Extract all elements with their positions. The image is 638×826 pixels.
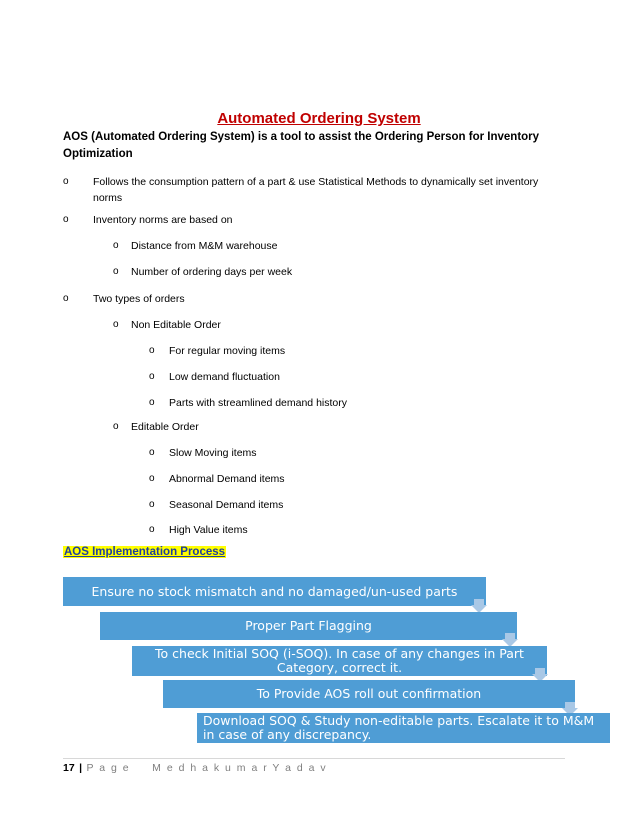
bullet-icon: o [149,397,155,408]
list-item-regular-moving: For regular moving items [169,345,286,357]
list-item-order-types: Two types of orders [93,293,185,305]
implementation-heading: AOS Implementation Process [64,546,226,558]
bullet-icon: o [149,473,155,484]
footer-separator: | [79,762,83,774]
bullet-icon: o [149,447,155,458]
list-item-streamlined: Parts with streamlined demand history [169,397,347,409]
process-step-5: Download SOQ & Study non-editable parts. Escalate it to M&M in case of any discrepancy. [197,713,610,743]
bullet-icon: o [113,240,119,251]
list-item-non-editable: Non Editable Order [131,319,221,331]
list-item-norms: Inventory norms are based on [93,214,233,226]
list-item-editable: Editable Order [131,421,199,433]
author-name: M e d h a k u m a r Y a d a v [152,762,328,774]
down-arrow-icon [502,633,518,647]
list-item-abnormal-demand: Abnormal Demand items [169,473,285,485]
process-step-1: Ensure no stock mismatch and no damaged/un-used parts [63,577,486,606]
down-arrow-icon [471,599,487,613]
list-item-slow-moving: Slow Moving items [169,447,257,459]
footer-divider [63,758,565,759]
bullet-icon: o [113,319,119,330]
process-step-3: To check Initial SOQ (i-SOQ). In case of any changes in Part Category, correct it. [132,646,547,676]
intro-paragraph: AOS (Automated Ordering System) is a tool to assist the Ordering Person for Inventory Optimization [63,131,540,160]
list-item-distance: Distance from M&M warehouse [131,240,278,252]
list-item-low-demand: Low demand fluctuation [169,371,280,383]
bullet-icon: o [63,176,69,187]
list-item-seasonal: Seasonal Demand items [169,499,284,511]
page-title: Automated Ordering System [217,110,421,127]
page-footer [63,762,327,774]
bullet-icon: o [149,499,155,510]
process-step-2: Proper Part Flagging [100,612,517,640]
list-item-ordering-days: Number of ordering days per week [131,266,293,278]
bullet-icon: o [149,524,155,535]
list-item-high-value: High Value items [169,524,248,536]
bullet-icon: o [63,293,69,304]
list-item-consumption: Follows the consumption pattern of a part & use Statistical Methods to dynamically set inventory norms [93,176,539,204]
bullet-icon: o [149,345,155,356]
bullet-icon: o [113,266,119,277]
page-number: 17 [63,762,75,774]
bullet-icon: o [149,371,155,382]
process-step-4: To Provide AOS roll out confirmation [163,680,575,708]
bullet-icon: o [113,421,119,432]
page-label: P a g e [86,762,131,774]
bullet-icon: o [63,214,69,225]
